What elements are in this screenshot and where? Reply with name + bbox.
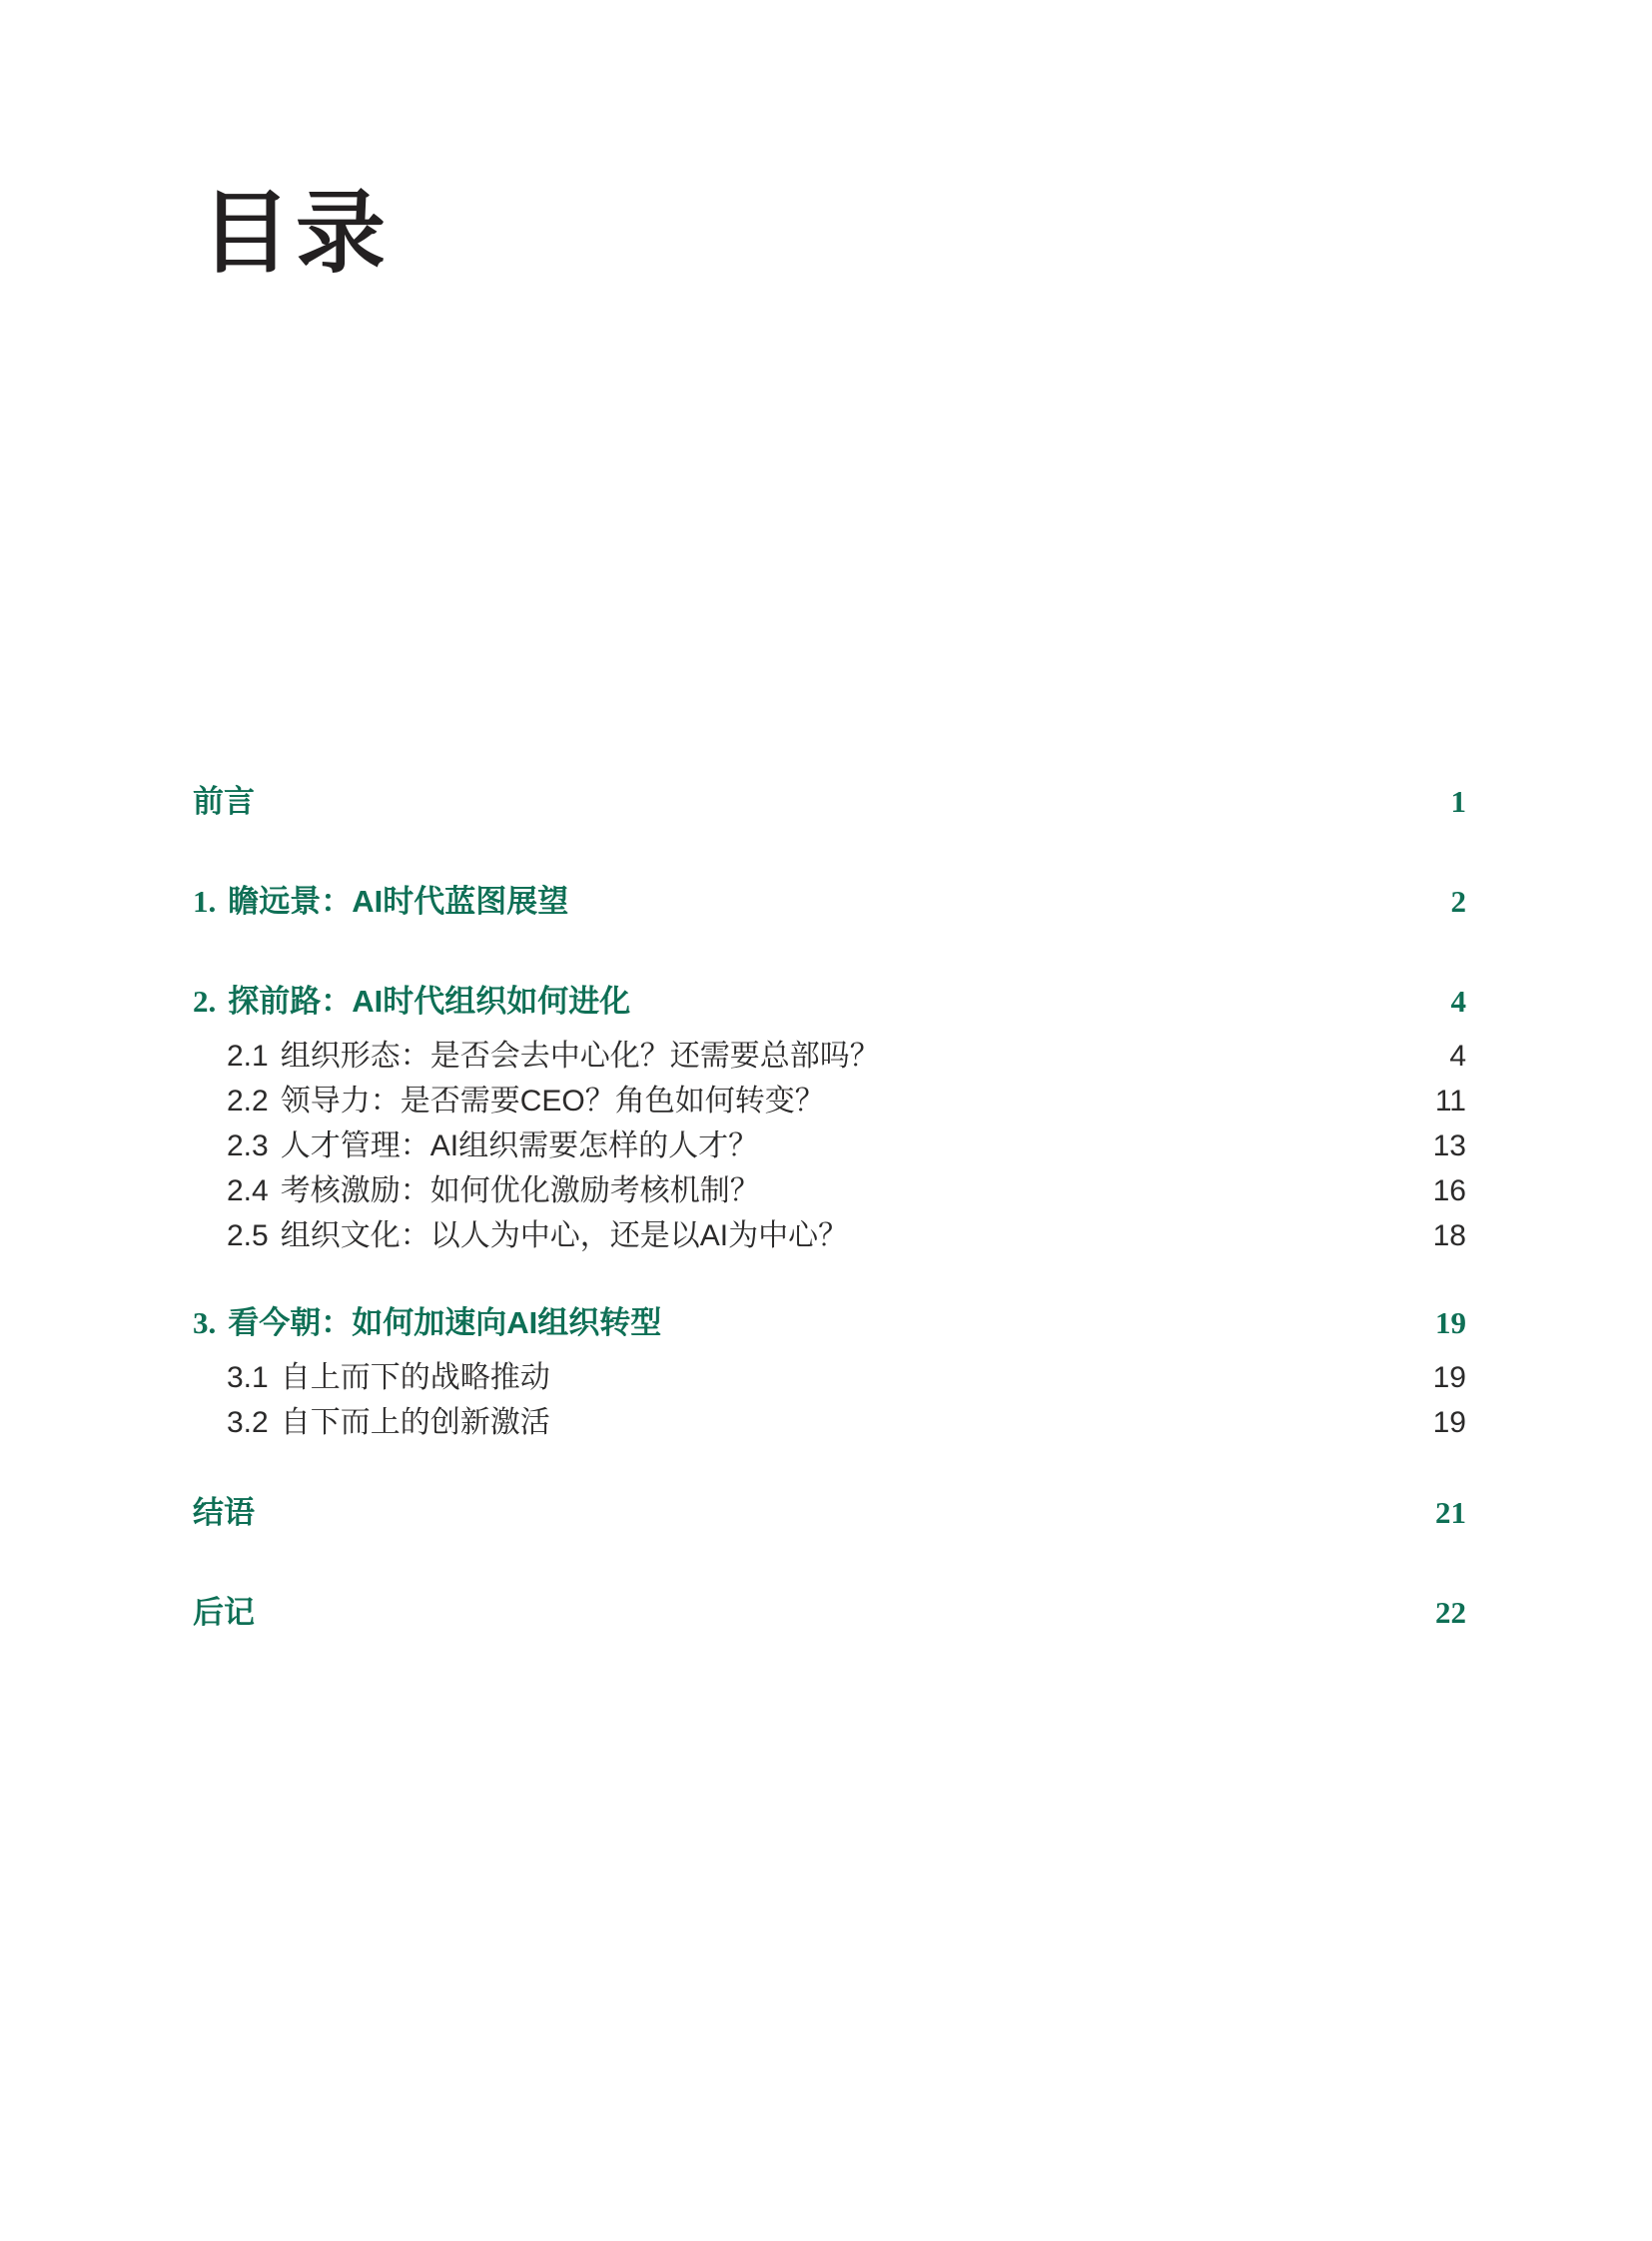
toc-entry-section-3[interactable]	[193, 1300, 1466, 1345]
table-of-contents	[193, 779, 1466, 1635]
toc-entry-label: 探前路：AI时代组织如何进化	[228, 984, 631, 1019]
toc-entry-label: 瞻远景：AI时代蓝图展望	[228, 884, 569, 919]
toc-subentry-3-2[interactable]	[193, 1400, 1466, 1445]
toc-entry-label: 考核激励：如何优化激励考核机制？	[280, 1174, 760, 1207]
toc-entry-section-2[interactable]	[193, 979, 1466, 1024]
toc-entry-label: 人才管理：AI组织需要怎样的人才？	[280, 1129, 759, 1162]
toc-entry-page-number: 13	[1432, 1129, 1466, 1162]
toc-entry-postscript[interactable]	[193, 1590, 1466, 1635]
toc-entry-label: 自下而上的创新激活	[280, 1406, 550, 1439]
toc-section-3-subentries	[193, 1355, 1466, 1445]
toc-entry-page-number: 19	[1435, 1305, 1466, 1340]
toc-subentry-2-1[interactable]	[193, 1034, 1466, 1079]
toc-subentry-3-1[interactable]	[193, 1355, 1466, 1400]
toc-entry-number: 2.4	[227, 1174, 269, 1207]
toc-entry-number: 2.1	[227, 1040, 269, 1073]
toc-entry-section-1[interactable]	[193, 879, 1466, 924]
toc-entry-number: 1.	[193, 884, 217, 919]
toc-entry-label: 看今朝：如何加速向AI组织转型	[228, 1305, 662, 1340]
toc-entry-number: 3.2	[227, 1406, 269, 1439]
toc-entry-number: 2.	[193, 984, 217, 1019]
toc-entry-page-number: 4	[1450, 984, 1466, 1019]
toc-entry-number: 3.1	[227, 1361, 269, 1394]
toc-subentry-2-3[interactable]	[193, 1123, 1466, 1168]
toc-entry-page-number: 21	[1435, 1495, 1466, 1530]
toc-entry-number: 3.	[193, 1305, 217, 1340]
toc-subentry-2-5[interactable]	[193, 1213, 1466, 1258]
toc-entry-label: 后记	[193, 1595, 255, 1630]
toc-entry-page-number: 1	[1450, 784, 1466, 819]
toc-section-2-subentries	[193, 1034, 1466, 1258]
page-title: 目录	[201, 185, 391, 284]
toc-entry-page-number: 19	[1432, 1406, 1466, 1439]
toc-subentry-2-4[interactable]	[193, 1168, 1466, 1213]
toc-entry-page-number: 18	[1432, 1219, 1466, 1252]
toc-entry-page-number: 22	[1435, 1595, 1466, 1630]
toc-entry-number: 2.3	[227, 1129, 269, 1162]
toc-entry-label: 领导力：是否需要CEO？角色如何转变？	[280, 1085, 825, 1118]
toc-entry-page-number: 11	[1434, 1085, 1466, 1118]
toc-entry-label: 组织文化：以人为中心，还是以AI为中心？	[280, 1219, 849, 1252]
toc-entry-label: 组织形态：是否会去中心化？还需要总部吗？	[280, 1040, 880, 1073]
toc-entry-page-number: 4	[1449, 1040, 1466, 1073]
toc-entry-conclusion[interactable]	[193, 1490, 1466, 1535]
toc-entry-page-number: 16	[1432, 1174, 1466, 1207]
toc-entry-label: 自上而下的战略推动	[280, 1361, 550, 1394]
toc-entry-label: 前言	[193, 784, 255, 819]
toc-entry-page-number: 19	[1432, 1361, 1466, 1394]
toc-entry-label: 结语	[193, 1495, 255, 1530]
toc-entry-preface[interactable]	[193, 779, 1466, 824]
toc-entry-page-number: 2	[1450, 884, 1466, 919]
toc-subentry-2-2[interactable]	[193, 1079, 1466, 1123]
toc-entry-number: 2.2	[227, 1085, 269, 1118]
toc-entry-number: 2.5	[227, 1219, 269, 1252]
